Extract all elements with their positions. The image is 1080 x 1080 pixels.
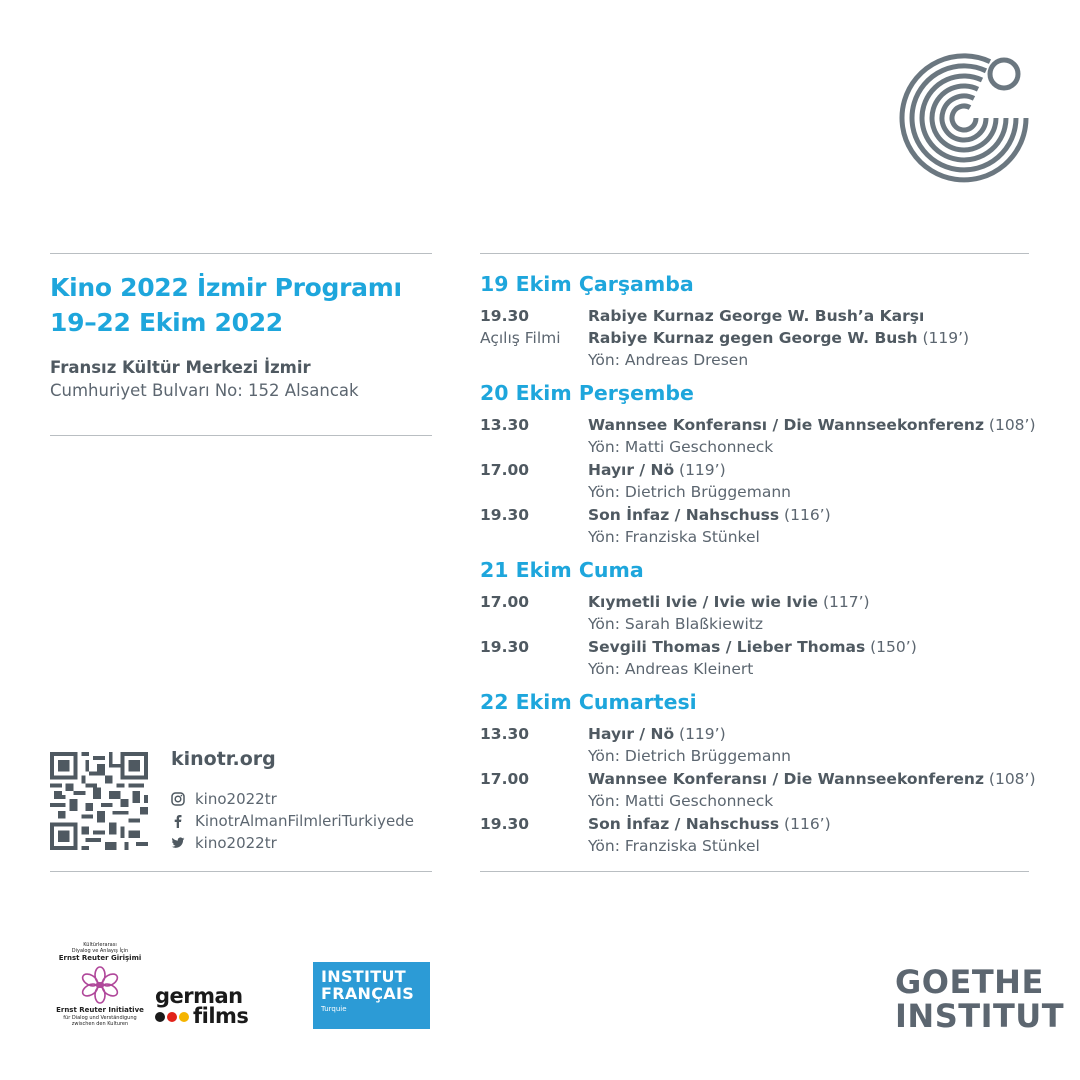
screening-entry xyxy=(480,768,1040,812)
erg-text: Kültürlerarası xyxy=(83,942,117,948)
screening-time: 19.30 xyxy=(480,815,530,833)
erg-text: Ernst Reuter Girişimi xyxy=(58,954,142,962)
screening-entry xyxy=(480,723,1040,767)
right-top-divider xyxy=(480,253,1029,254)
erg-text: für Dialog und Verständigung xyxy=(63,1015,137,1021)
film-director: Yön: Sarah Blaßkiewitz xyxy=(588,615,764,633)
screening-time: 13.30 xyxy=(480,416,530,434)
screening-time: 17.00 xyxy=(480,461,530,479)
screening-entry xyxy=(480,636,1040,680)
film-title: Wannsee Konferansı / Die Wannseekonferenz xyxy=(588,770,984,788)
screening-entry xyxy=(480,414,1040,458)
film-title: Hayır / Nö xyxy=(588,725,675,743)
program-dates: 19–22 Ekim 2022 xyxy=(50,308,283,337)
erg-text: Diyalog ve Anlayış İçin xyxy=(71,948,129,954)
venue-address: Cumhuriyet Bulvarı No: 152 Alsancak xyxy=(50,381,359,400)
twitter-row[interactable] xyxy=(171,834,277,852)
twitter-icon xyxy=(171,836,185,850)
flower-icon xyxy=(78,965,122,1005)
german-films-logo xyxy=(155,986,285,1034)
screening-time: 17.00 xyxy=(480,593,530,611)
film-director: Yön: Matti Geschonneck xyxy=(588,438,774,456)
venue-name: Fransız Kültür Merkezi İzmir xyxy=(50,358,311,377)
goethe-word-line1: GOETHE xyxy=(895,963,1044,1001)
ernst-reuter-logo xyxy=(50,942,150,1034)
day-block xyxy=(480,688,1040,857)
screening-entry xyxy=(480,459,1040,503)
film-title: Son İnfaz / Nahschuss xyxy=(588,815,780,833)
film-title: Son İnfaz / Nahschuss xyxy=(588,506,780,524)
facebook-row[interactable] xyxy=(171,812,414,830)
contact-block xyxy=(50,748,432,858)
program-info xyxy=(50,270,432,402)
film-duration: (119’) xyxy=(917,329,970,347)
screening-entry xyxy=(480,591,1040,635)
institut-francais-logo xyxy=(313,962,430,1029)
screening-note: Açılış Filmi xyxy=(480,329,561,347)
left-top-divider xyxy=(50,253,432,254)
screening-time: 13.30 xyxy=(480,725,530,743)
right-bottom-divider xyxy=(480,871,1029,872)
instagram-row[interactable] xyxy=(171,790,277,808)
film-duration: (116’) xyxy=(779,506,831,524)
film-duration: (119’) xyxy=(674,725,726,743)
program-title: Kino 2022 İzmir Programı xyxy=(50,273,402,302)
film-title: Rabiye Kurnaz George W. Bush’a Karşı xyxy=(588,307,925,325)
film-duration: (116’) xyxy=(779,815,831,833)
left-bottom-divider xyxy=(50,871,432,872)
film-director: Yön: Franziska Stünkel xyxy=(588,837,760,855)
facebook-handle: KinotrAlmanFilmleriTurkiyede xyxy=(195,812,414,830)
day-block xyxy=(480,379,1040,548)
screening-time: 19.30 xyxy=(480,506,530,524)
day-heading: 21 Ekim Cuma xyxy=(480,558,644,582)
goethe-spiral-icon xyxy=(894,48,1034,188)
if-word-turquie: Turquie xyxy=(321,1005,347,1013)
if-word-francais: FRANÇAIS xyxy=(321,984,415,1003)
instagram-icon xyxy=(171,792,185,806)
screening-entry xyxy=(480,504,1040,548)
day-block xyxy=(480,556,1040,680)
film-director: Yön: Dietrich Brüggemann xyxy=(588,483,791,501)
film-duration: (150’) xyxy=(865,638,917,656)
film-title: Sevgili Thomas / Lieber Thomas xyxy=(588,638,866,656)
film-director: Yön: Franziska Stünkel xyxy=(588,528,760,546)
day-heading: 22 Ekim Cumartesi xyxy=(480,690,697,714)
erg-text: zwischen den Kulturen xyxy=(71,1021,129,1027)
film-director: Yön: Andreas Kleinert xyxy=(588,660,754,678)
instagram-handle: kino2022tr xyxy=(195,790,277,808)
screening-entry xyxy=(480,305,1040,371)
film-title: Rabiye Kurnaz gegen George W. Bush xyxy=(588,329,918,347)
goethe-word-line2: INSTITUT xyxy=(895,997,1065,1035)
website-link[interactable]: kinotr.org xyxy=(171,748,276,770)
gf-dots-icon xyxy=(155,1012,189,1022)
film-title: Hayır / Nö xyxy=(588,461,675,479)
film-director: Yön: Matti Geschonneck xyxy=(588,792,774,810)
film-duration: (119’) xyxy=(674,461,726,479)
film-title: Kıymetli Ivie / Ivie wie Ivie xyxy=(588,593,819,611)
gf-word-german: german xyxy=(155,984,243,1008)
qr-code-icon xyxy=(50,752,148,850)
screening-schedule xyxy=(480,270,1040,865)
screening-time: 17.00 xyxy=(480,770,530,788)
erg-text: Ernst Reuter Initiative xyxy=(56,1006,144,1014)
left-mid-divider xyxy=(50,435,432,436)
twitter-handle: kino2022tr xyxy=(195,834,277,852)
screening-time: 19.30 xyxy=(480,307,530,325)
film-director: Yön: Dietrich Brüggemann xyxy=(588,747,791,765)
film-duration: (117’) xyxy=(818,593,870,611)
film-title: Wannsee Konferansı / Die Wannseekonferenz xyxy=(588,416,984,434)
film-duration: (108’) xyxy=(983,416,1036,434)
screening-entry xyxy=(480,813,1040,857)
film-duration: (108’) xyxy=(983,770,1036,788)
film-director: Yön: Andreas Dresen xyxy=(588,351,749,369)
gf-word-films: films xyxy=(193,1004,249,1028)
day-block xyxy=(480,270,1040,371)
if-word-institut: INSTITUT xyxy=(321,967,406,986)
goethe-institut-wordmark xyxy=(895,965,1064,1033)
day-heading: 20 Ekim Perşembe xyxy=(480,381,694,405)
screening-time: 19.30 xyxy=(480,638,530,656)
facebook-icon xyxy=(171,814,185,828)
day-heading: 19 Ekim Çarşamba xyxy=(480,272,694,296)
